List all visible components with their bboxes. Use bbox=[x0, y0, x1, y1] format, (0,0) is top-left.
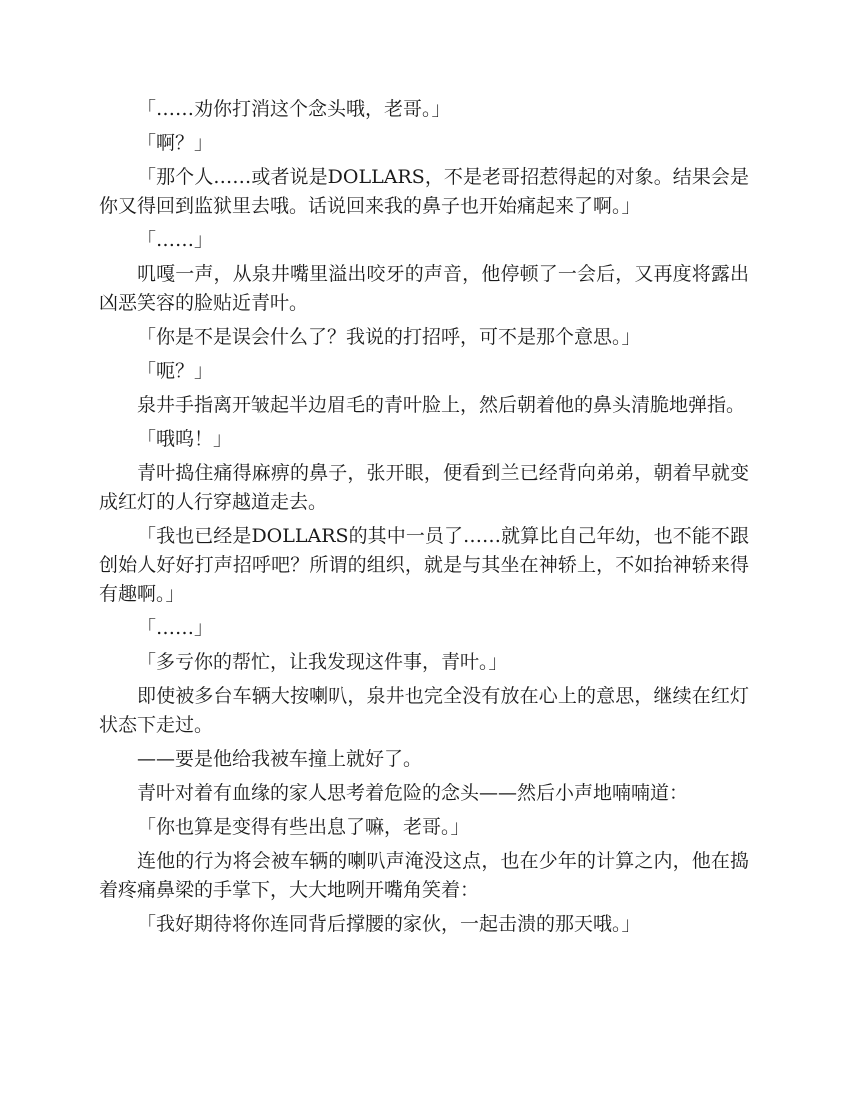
paragraph: 「呃？」 bbox=[137, 360, 214, 382]
paragraph: 「你也算是变得有些出息了嘛，老哥。」 bbox=[137, 816, 470, 838]
paragraph: 即使被多台车辆大按喇叭，泉井也完全没有放在心上的意思，继续在红灯状态下走过。 bbox=[99, 685, 749, 736]
paragraph: 「那个人……或者说是DOLLARS，不是老哥招惹得起的对象。结果会是你又得回到监狱里去哦。话说回来我的鼻子也开始痛起来了啊。」 bbox=[99, 166, 749, 217]
paragraph: 「我好期待将你连同背后撑腰的家伙，一起击溃的那天哦。」 bbox=[137, 913, 641, 935]
paragraph: 连他的行为将会被车辆的喇叭声淹没这点，也在少年的计算之内，他在捣着疼痛鼻梁的手掌下，大大地咧开嘴角笑着： bbox=[99, 850, 749, 901]
paragraph: 「……劝你打消这个念头哦，老哥。」 bbox=[137, 98, 451, 120]
paragraph: 「哦呜！」 bbox=[137, 428, 233, 450]
paragraph: 泉井手指离开皱起半边眉毛的青叶脸上，然后朝着他的鼻头清脆地弹指。 bbox=[137, 394, 746, 416]
paragraph: 青叶对着有血缘的家人思考着危险的念头——然后小声地喃喃道： bbox=[137, 782, 689, 804]
paragraph: 「我也已经是DOLLARS的其中一员了……就算比自己年幼，也不能不跟创始人好好打声招呼吧？所谓的组织，就是与其坐在神轿上，不如抬神轿来得有趣啊。」 bbox=[99, 525, 749, 605]
paragraph: ——要是他给我被车撞上就好了。 bbox=[137, 748, 423, 770]
document-page bbox=[99, 95, 749, 944]
paragraph: 「啊？」 bbox=[137, 132, 214, 154]
paragraph: 「多亏你的帮忙，让我发现这件事，青叶。」 bbox=[137, 651, 508, 673]
paragraph: 「……」 bbox=[137, 617, 214, 639]
paragraph: 「你是不是误会什么了？我说的打招呼，可不是那个意思。」 bbox=[137, 326, 641, 348]
paragraph: 「……」 bbox=[137, 229, 214, 251]
paragraph: 青叶捣住痛得麻痹的鼻子，张开眼，便看到兰已经背向弟弟，朝着早就变成红灯的人行穿越道走去。 bbox=[99, 462, 749, 513]
paragraph: 叽嘎一声，从泉井嘴里溢出咬牙的声音，他停顿了一会后，又再度将露出凶恶笑容的脸贴近青叶。 bbox=[99, 263, 749, 314]
